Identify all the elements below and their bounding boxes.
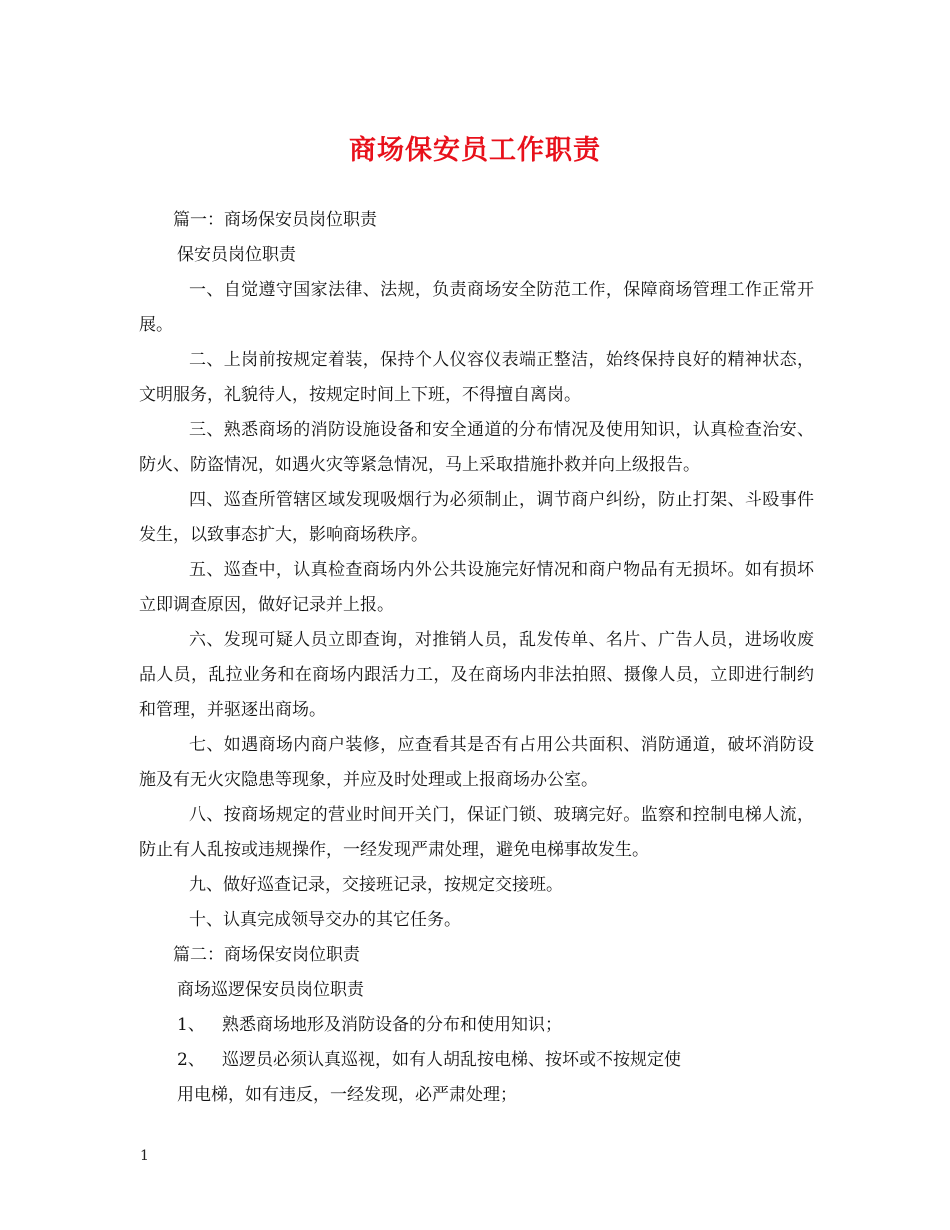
duty-paragraph: 九、做好巡查记录，交接班记录，按规定交接班。 <box>189 875 563 895</box>
document-title: 商场保安员工作职责 <box>349 135 601 166</box>
section-heading: 篇一：商场保安员岗位职责 <box>173 210 377 230</box>
document-body <box>139 203 814 1113</box>
list-item-text: 熟悉商场地形及消防设备的分布和使用知识； <box>222 1015 562 1035</box>
duty-paragraph: 一、自觉遵守国家法律、法规，负责商场安全防范工作，保障商场管理工作正常开展。 <box>139 280 814 335</box>
list-item-number: 1、 <box>177 1015 205 1035</box>
list-item-number: 2、 <box>177 1050 205 1070</box>
duty-paragraph: 六、发现可疑人员立即查询，对推销人员，乱发传单、名片、广告人员，进场收废品人员，乱拉业务和在商场内跟活力工，及在商场内非法拍照、摄像人员，立即进行制约和管理，并驱逐出商场。 <box>139 630 814 720</box>
section-subheading: 商场巡逻保安员岗位职责 <box>177 980 364 1000</box>
section-subheading: 保安员岗位职责 <box>177 245 296 265</box>
list-item-continuation: 用电梯，如有违反，一经发现，必严肃处理； <box>177 1085 517 1105</box>
duty-paragraph: 二、上岗前按规定着装，保持个人仪容仪表端正整洁，始终保持良好的精神状态，文明服务，礼貌待人，按规定时间上下班，不得擅自离岗。 <box>139 350 814 405</box>
list-item <box>139 1043 814 1078</box>
list-item-text: 巡逻员必须认真巡视，如有人胡乱按电梯、按坏或不按规定使 <box>222 1050 681 1070</box>
page-number: 1 <box>140 1148 149 1164</box>
duty-paragraph: 四、巡查所管辖区域发现吸烟行为必须制止，调节商户纠纷，防止打架、斗殴事件发生，以致事态扩大，影响商场秩序。 <box>139 490 814 545</box>
section-heading: 篇二：商场保安岗位职责 <box>173 945 360 965</box>
duty-paragraph: 七、如遇商场内商户装修，应查看其是否有占用公共面积、消防通道，破坏消防设施及有无火灾隐患等现象，并应及时处理或上报商场办公室。 <box>139 735 814 790</box>
duty-paragraph: 五、巡查中，认真检查商场内外公共设施完好情况和商户物品有无损坏。如有损坏立即调查原因，做好记录并上报。 <box>139 560 814 615</box>
duty-paragraph: 八、按商场规定的营业时间开关门，保证门锁、玻璃完好。监察和控制电梯人流，防止有人乱按或违规操作，一经发现严肃处理，避免电梯事故发生。 <box>139 805 814 860</box>
duty-paragraph: 十、认真完成领导交办的其它任务。 <box>189 910 461 930</box>
duty-paragraph: 三、熟悉商场的消防设施设备和安全通道的分布情况及使用知识，认真检查治安、防火、防盗情况，如遇火灾等紧急情况，马上采取措施扑救并向上级报告。 <box>139 420 814 475</box>
list-item <box>139 1008 814 1043</box>
